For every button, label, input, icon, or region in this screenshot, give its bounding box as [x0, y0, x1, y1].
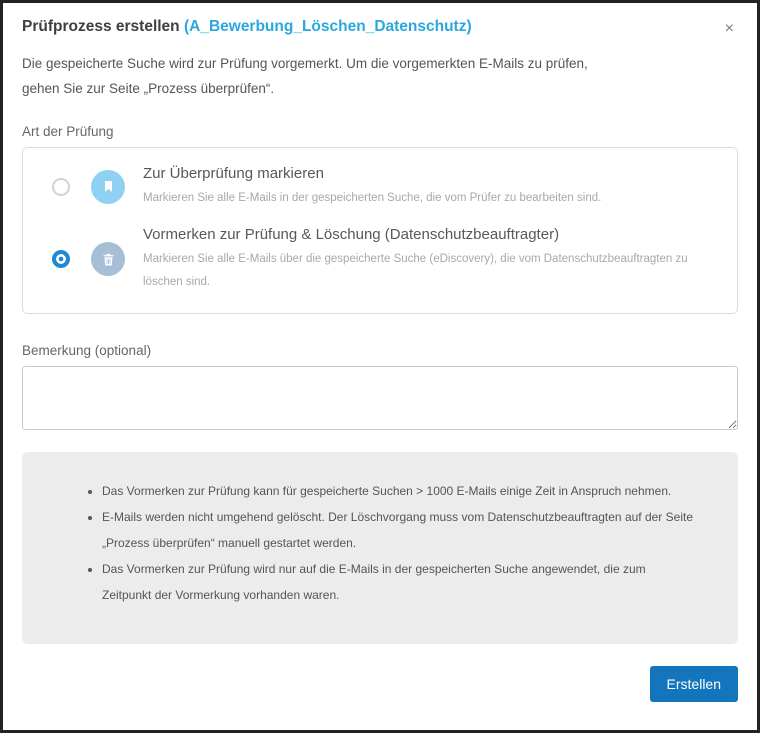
dialog-title-text: Prüfprozess erstellen — [22, 18, 180, 35]
remark-input[interactable] — [22, 366, 738, 430]
radio-review-and-delete[interactable] — [52, 250, 70, 268]
info-item-duration: • Das Vormerken zur Prüfung kann für gespeicherte Suchen > 1000 E-Mails einige Zeit in Anspruch nehmen. — [102, 478, 693, 504]
info-item-snapshot: • Das Vormerken zur Prüfung wird nur auf die E-Mails in der gespeicherten Suche angewendet, die zum Zeitpunkt der Vormerkung vorhanden waren. — [102, 556, 693, 608]
dialog-header — [22, 16, 738, 40]
info-list — [74, 478, 693, 608]
option-mark-title: Zur Überprüfung markieren — [143, 165, 324, 182]
create-button[interactable]: Erstellen — [650, 666, 738, 702]
option-delete-description: Markieren Sie alle E-Mails über die gespeicherte Suche (eDiscovery), die vom Datenschutzbeauftragten zu löschen sind. — [143, 253, 688, 288]
bookmark-icon — [91, 170, 125, 204]
intro-text — [22, 51, 738, 101]
audit-type-label: Art der Prüfung — [22, 124, 114, 139]
dialog-footer — [22, 666, 738, 702]
option-review-and-delete[interactable] — [52, 217, 723, 301]
remark-label: Bemerkung (optional) — [22, 343, 152, 359]
close-icon[interactable]: × — [724, 20, 734, 37]
saved-search-name: (A_Bewerbung_Löschen_Datenschutz) — [183, 18, 472, 35]
option-delete-title: Vormerken zur Prüfung & Löschung (Datenschutzbeauftragter) — [143, 226, 560, 244]
option-mark-description: Markieren Sie alle E-Mails in der gespeicherten Suche, die vom Prüfer zu bearbeiten sind. — [143, 192, 602, 204]
option-mark-for-review[interactable] — [52, 156, 723, 217]
dialog-title — [22, 16, 472, 38]
audit-type-options — [22, 147, 738, 314]
radio-mark-for-review[interactable] — [52, 178, 70, 196]
info-item-manual-delete: • E-Mails werden nicht umgehend gelöscht. Der Löschvorgang muss vom Datenschutzbeauftragten auf der Seite „Prozess überprüfen“ manuell gestartet werden. — [102, 504, 693, 556]
intro-line-2: gehen Sie zur Seite „Prozess überprüfen“. — [22, 81, 275, 96]
intro-line-1: Die gespeicherte Suche wird zur Prüfung vorgemerkt. Um die vorgemerkten E-Mails zu prüfen, — [22, 56, 588, 71]
info-box — [22, 452, 738, 644]
trash-icon — [91, 242, 125, 276]
